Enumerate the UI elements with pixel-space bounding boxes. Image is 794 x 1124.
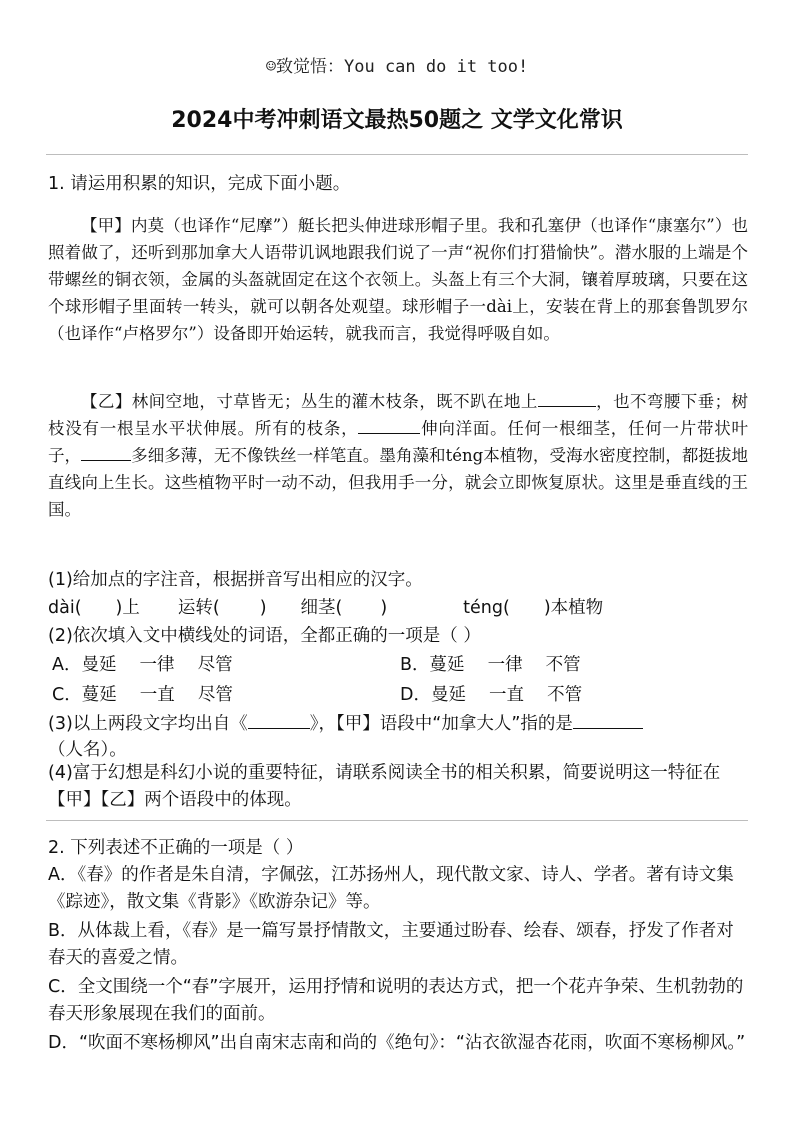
sub-question-3-text-a: (3)以上两段文字均出自《	[48, 714, 248, 734]
sub-question-3-end: （人名）。	[48, 740, 127, 760]
pinyin-item-dai-close: )上	[115, 598, 140, 618]
q2-option-b[interactable]: B．从体裁上看，《春》是一篇写景抒情散文，主要通过盼春、绘春、颂春，抒发了作者对春天的喜爱之情。	[48, 921, 734, 968]
q1-option-a[interactable]: A．曼延 一律 尽管	[52, 655, 233, 675]
pinyin-item-xijing-close: )	[380, 598, 388, 618]
pinyin-item-yunzhuan-close: )	[259, 598, 267, 618]
passage-yi-text-1: 【乙】林间空地，寸草皆无；丛生的灌木枝条，既不趴在地上	[81, 392, 538, 411]
q1-option-b[interactable]: B．蔓延 一律 不管	[400, 655, 581, 675]
q2-option-d[interactable]: D．“吹面不寒杨柳风”出自南宋志南和尚的《绝句》：“沾衣欲湿杏花雨，吹面不寒杨柳风。”	[48, 1033, 746, 1053]
question-2-stem: 2. 下列表述不正确的一项是（ ）	[48, 838, 304, 858]
q1-option-c[interactable]: C．蔓延 一直 尽管	[52, 685, 233, 705]
passage-yi-blank-1[interactable]	[538, 388, 596, 407]
pinyin-item-dai-open: dài(	[48, 598, 82, 618]
pinyin-row	[48, 594, 603, 619]
q2-option-c[interactable]: C．全文围绕一个“春”字展开，运用抒情和说明的表达方式，把一个花卉争荣、生机勃勃的春天形象展现在我们的面前。	[48, 977, 744, 1024]
sub-question-3	[48, 710, 643, 735]
book-title-blank[interactable]	[248, 710, 310, 729]
divider-middle	[46, 820, 748, 821]
pinyin-item-teng-open: téng(	[463, 598, 510, 618]
sub-question-4: (4)富于幻想是科幻小说的重要特征，请联系阅读全书的相关积累，简要说明这一特征在【甲】【乙】两个语段中的体现。	[48, 763, 721, 810]
pinyin-item-teng-close: )本植物	[543, 598, 604, 618]
passage-yi-text-3: 伸向洋面。任何一根细茎，任何一片带状叶子，	[48, 419, 749, 465]
passage-yi	[48, 388, 748, 523]
question-1-stem: 1. 请运用积累的知识，完成下面小题。	[48, 174, 351, 194]
page-header: ☺致觉悟：You can do it too!	[265, 57, 529, 77]
q2-option-a[interactable]: A．《春》的作者是朱自清，字佩弦，江苏扬州人，现代散文家、诗人、学者。著有诗文集《踪迹》，散文集《背影》《欧游杂记》等。	[48, 865, 734, 912]
sub-question-2: (2)依次填入文中横线处的词语，全都正确的一项是（ ）	[48, 626, 481, 646]
pinyin-item-yunzhuan-open: 运转(	[177, 598, 220, 618]
passage-yi-blank-2[interactable]	[358, 415, 420, 434]
passage-yi-blank-3[interactable]	[81, 442, 131, 461]
sub-question-1: (1)给加点的字注音，根据拼音写出相应的汉字。	[48, 570, 423, 590]
divider-top	[46, 154, 748, 155]
passage-yi-text-2: ，也不弯腰下垂；树枝没有一根呈水平状伸展。所有的枝条，	[48, 392, 749, 438]
passage-yi-text-4: 多细多薄，无不像铁丝一样笔直。墨角藻和téng本植物，受海水密度控制，都挺拔地直线向上生长。这些植物平时一动不动，但我用手一分，就会立即恢复原状。这里是垂直线的王国。	[48, 446, 748, 519]
passage-jia: 【甲】内莫（也译作“尼摩”）艇长把头伸进球形帽子里。我和孔塞伊（也译作“康塞尔”）也照着做了，还听到那加拿大人语带讥讽地跟我们说了一声“祝你们打猎愉快”。潜水服的上端是个带螺丝的铜衣领，金属的头盔就固定在这个衣领上。头盔上有三个大洞，镶着厚玻璃，只要在这个球形帽子里面转一转头，就可以朝各处观望。球形帽子一dài上，安装在背上的那套鲁凯罗尔（也译作“卢格罗尔”）设备即开始运转，就我而言，我觉得呼吸自如。	[48, 216, 748, 343]
person-name-blank[interactable]	[573, 710, 643, 729]
pinyin-item-xijing-open: 细茎(	[300, 598, 343, 618]
sub-question-3-text-b: 》，【甲】语段中“加拿大人”指的是	[309, 714, 573, 734]
page-title: 2024中考冲刺语文最热50题之 文学文化常识	[171, 108, 623, 133]
q1-option-d[interactable]: D．曼延 一直 不管	[400, 685, 583, 705]
